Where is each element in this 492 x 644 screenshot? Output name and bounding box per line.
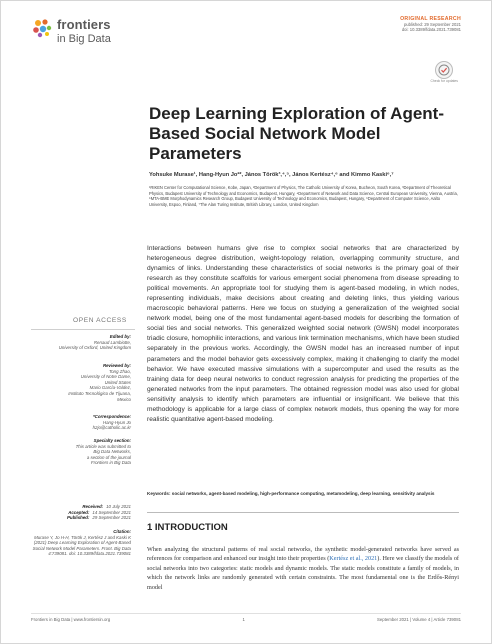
page-number: 1 [242, 617, 245, 622]
intro-text-end: ). Here we classify the models of social networks into two categories: static models and dynamic models. The static models constitute a family of models, in which the network links are randomly generated with certain constraints. The most fundamental one is the Erdős-Rényi model [147, 555, 459, 591]
author-list: Yohsuke Murase¹, Hang-Hyun Jo²*, János Török³,⁴,⁵, János Kertész⁴,⁶ and Kimmo Kaski⁶,⁷ [149, 172, 394, 178]
frontiers-logo-icon [31, 17, 53, 39]
accepted-value: 14 September 2021 [92, 509, 131, 515]
intro-text-start: When analyzing the structural patterns of real social networks, the synthetic model-generated networks have served as references for comparison and enhanced our insight into their properties ( [147, 546, 459, 563]
edited-by [27, 334, 131, 351]
reviewed-by [27, 363, 131, 402]
specialty-section [27, 438, 131, 466]
citation-block [27, 529, 131, 557]
keywords-divider [147, 512, 459, 513]
affiliations: ¹RIKEN Center for Computational Science, Kobe, Japan, ²Department of Physics, The Catholic University of Korea, Bucheon, South Korea, ³Department of Theoretical Physics, Budapest University of Technology and Economics, Budapest, Hungary, ⁴Department of Network and Data Science, Central European University, Vienna, Austria, ⁵MTA-BME Morphodynamics Research Group, Budapest University of Technology and Economics, Budapest, Hungary, ⁶Department of Computer Science, Aalto University, Espoo, Finland, ⁷The Alan Turing Institute, British Library, London, United Kingdom [149, 185, 458, 208]
correspondence-value[interactable]: Hang-Hyun Jo h2jo@catholic.ac.kr [92, 419, 131, 431]
published-date: published: 29 September 2021 [403, 22, 461, 27]
sidebar-divider [31, 329, 135, 330]
journal-name: in Big Data [57, 33, 111, 45]
section-heading: 1 INTRODUCTION [147, 522, 228, 533]
article-dates [27, 504, 131, 521]
check-updates-label: Check for updates [430, 79, 458, 83]
brand-name: frontiers [57, 17, 111, 32]
correspondence-label: *Correspondence: [92, 414, 131, 419]
received-value: 10 July 2021 [106, 504, 131, 509]
citation-link[interactable]: Kertész et al., 2021 [329, 555, 378, 563]
page-footer [31, 617, 461, 622]
article-meta [400, 16, 461, 33]
keywords [147, 491, 459, 497]
footer-journal-link[interactable]: Frontiers in Big Data | www.frontiersin.org [31, 617, 111, 622]
article-type: ORIGINAL RESEARCH [400, 16, 461, 22]
published-row [27, 515, 131, 521]
edited-by-label: Edited by: [109, 334, 131, 339]
check-for-updates-button[interactable] [435, 61, 453, 79]
keywords-label: Keywords: [147, 491, 171, 496]
received-label: Received: [82, 504, 104, 509]
accepted-label: Accepted: [68, 509, 90, 515]
citation-value[interactable]: Murase Y, Jo H-H, Török J, Kertész J and Kaski K (2021) Deep Learning Exploration of Agent-Based Social Network Model Parameters. Front. Big Data 4:739081. doi: 10.3389/fdata.2021.739081 [32, 534, 131, 557]
doi-link[interactable]: doi: 10.3389/fdata.2021.739081 [401, 27, 461, 33]
published-value: 29 September 2021 [92, 515, 131, 521]
article-title: Deep Learning Exploration of Agent-Based Social Network Model Parameters [149, 104, 444, 163]
journal-logo[interactable] [31, 15, 191, 51]
open-access-label: OPEN ACCESS [73, 317, 127, 324]
edited-by-value: Renaud Lambiotte, University of Oxford, United Kingdom [58, 339, 131, 351]
check-updates-icon [438, 64, 450, 76]
abstract-text: Interactions between humans give rise to complex social networks that are characterized by heterogeneous degree distribution, weight-topology relation, overlapping community structure, and dynamics of links. Understanding these characteristics of social networks is the primary goal of their research as they constitute scaffolds for various emergent social phenomena from disease spreading to political movements. An appropriate tool for studying them is agent-based modeling, in which nodes, representing individuals, make decisions about creating and deleting links, thus yielding various macroscopic behavioral patterns. Here we focus on studying a generalization of the weighted social network model, being one of the most fundamental agent-based models for describing the formation of social ties and social networks. This generalized weighted social network (GWSN) model incorporates triadic closure, homophilic interactions, and various link termination mechanisms, which have been studied separately in the previous works. Accordingly, the GWSN model has an increased number of input parameters and the model behavior gets excessively complex, making it challenging to clarify the model behavior. We have executed massive simulations with a supercomputer and used the results as the training data for deep neural networks to conduct regression analysis for predicting the properties of the generated networks from the input parameters. The obtained regression model was also used for global sensitivity analysis to identify which parameters are influential or insignificant. We believe that this methodology is applicable for a large class of complex network models, thus opening the way for more realistic quantitative agent-based modeling. [147, 245, 459, 423]
specialty-value: This article was submitted to Big Data Networks, a section of the journal Frontiers in Big Data [75, 443, 131, 466]
reviewed-by-label: Reviewed by: [102, 363, 131, 368]
footer-divider [31, 613, 461, 614]
citation-label: Citation: [113, 529, 131, 534]
footer-issue: September 2021 | Volume 4 | Article 739081 [377, 617, 461, 622]
keywords-value: social networks, agent-based modeling, high-performance computing, metamodeling, deep learning, sensitivity analysis [171, 491, 435, 496]
intro-paragraph [147, 545, 459, 592]
published-label: Published: [66, 515, 90, 521]
reviewed-by-value: Tong Zhao, University of Notre Dame, United States Mario García-Valdez, Instituto Tecnológico de Tijuana, Mexico [68, 368, 131, 402]
correspondence [27, 414, 131, 431]
specialty-label: Specialty section: [93, 438, 131, 443]
